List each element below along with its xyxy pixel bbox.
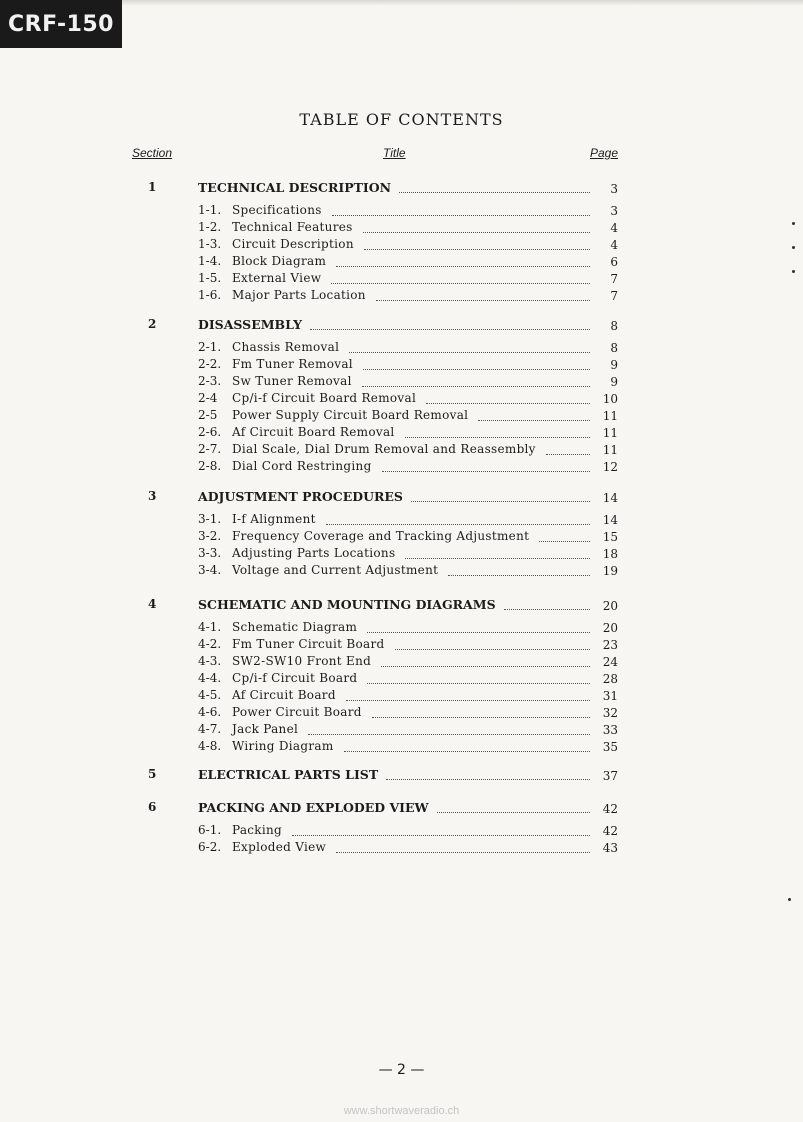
subsection-title[interactable]: SW2-SW10 Front End	[232, 654, 372, 668]
subsection-page: 42	[602, 824, 618, 838]
subsection-title[interactable]: Sw Tuner Removal	[232, 374, 352, 388]
subsection-title[interactable]: Jack Panel	[232, 722, 299, 736]
subsection-page: 35	[602, 740, 618, 754]
subsection-number: 4-6.	[198, 705, 222, 719]
subsection-number: 1-4.	[198, 254, 222, 268]
section-page: 8	[610, 319, 618, 333]
dot-leader	[336, 852, 590, 853]
watermark: www.shortwaveradio.ch	[343, 1105, 460, 1117]
subsection-number: 1-5.	[198, 271, 222, 285]
subsection-page: 4	[610, 221, 618, 235]
subsection-number: 2-6.	[198, 425, 222, 439]
dot-leader	[448, 575, 590, 576]
scan-speck	[792, 270, 795, 273]
dot-leader	[504, 609, 590, 610]
subsection-page: 11	[602, 426, 618, 440]
dot-leader	[405, 437, 590, 438]
subsection-page: 7	[610, 272, 618, 286]
dot-leader	[292, 835, 590, 836]
section-page: 42	[602, 802, 618, 816]
subsection-number: 1-1.	[198, 203, 222, 217]
subsection-number: 1-3.	[198, 237, 222, 251]
subsection-title[interactable]: Block Diagram	[232, 254, 327, 268]
subsection-title[interactable]: Dial Scale, Dial Drum Removal and Reassembly	[232, 442, 536, 456]
subsection-page: 23	[602, 638, 618, 652]
subsection-title[interactable]: Major Parts Location	[232, 288, 366, 302]
subsection-number: 1-2.	[198, 220, 222, 234]
subsection-page: 18	[602, 547, 618, 561]
dot-leader	[411, 501, 590, 502]
scan-speck	[788, 898, 791, 901]
dot-leader	[364, 249, 590, 250]
subsection-number: 2-7.	[198, 442, 222, 456]
subsection-page: 8	[610, 341, 618, 355]
section-number: 5	[148, 767, 157, 781]
subsection-page: 4	[610, 238, 618, 252]
subsection-page: 19	[602, 564, 618, 578]
dot-leader	[363, 232, 590, 233]
dot-leader	[372, 717, 590, 718]
scan-speck	[792, 246, 795, 249]
subsection-page: 10	[602, 392, 618, 406]
dot-leader	[426, 403, 590, 404]
section-number: 1	[148, 180, 157, 194]
dot-leader	[308, 734, 590, 735]
subsection-page: 6	[610, 255, 618, 269]
subsection-page: 24	[602, 655, 618, 669]
subsection-title[interactable]: Dial Cord Restringing	[232, 459, 372, 473]
dot-leader	[399, 192, 590, 193]
subsection-page: 20	[602, 621, 618, 635]
subsection-number: 4-7.	[198, 722, 222, 736]
scan-edge	[122, 0, 803, 6]
section-number: 6	[148, 800, 157, 814]
subsection-page: 9	[610, 358, 618, 372]
section-title[interactable]: ELECTRICAL PARTS LIST	[198, 767, 379, 782]
dot-leader	[349, 352, 590, 353]
subsection-number: 4-2.	[198, 637, 222, 651]
dot-leader	[478, 420, 590, 421]
dot-leader	[310, 329, 590, 330]
subsection-page: 15	[602, 530, 618, 544]
subsection-title[interactable]: Power Supply Circuit Board Removal	[232, 408, 469, 422]
subsection-title[interactable]: Wiring Diagram	[232, 739, 334, 753]
subsection-page: 31	[602, 689, 618, 703]
subsection-number: 2-5	[198, 408, 218, 422]
dot-leader	[367, 683, 590, 684]
header-page: Page	[590, 146, 619, 160]
dot-leader	[362, 386, 590, 387]
dot-leader	[344, 751, 590, 752]
section-title[interactable]: DISASSEMBLY	[198, 317, 303, 332]
subsection-page: 28	[602, 672, 618, 686]
subsection-number: 2-4	[198, 391, 218, 405]
dot-leader	[346, 700, 590, 701]
section-page: 14	[602, 491, 618, 505]
subsection-title[interactable]: Fm Tuner Circuit Board	[232, 637, 385, 651]
dot-leader	[539, 541, 590, 542]
subsection-title[interactable]: Schematic Diagram	[232, 620, 358, 634]
section-number: 3	[148, 489, 157, 503]
dot-leader	[437, 812, 590, 813]
subsection-page: 43	[602, 841, 618, 855]
subsection-number: 1-6.	[198, 288, 222, 302]
header-section: Section	[132, 146, 173, 160]
subsection-number: 3-2.	[198, 529, 222, 543]
subsection-number: 6-1.	[198, 823, 222, 837]
dot-leader	[405, 558, 590, 559]
subsection-page: 11	[602, 443, 618, 457]
subsection-number: 4-4.	[198, 671, 222, 685]
page-title: TABLE OF CONTENTS	[299, 110, 504, 129]
subsection-title[interactable]: Specifications	[232, 203, 322, 217]
page-number: — 2 —	[378, 1062, 425, 1078]
subsection-title[interactable]: Cp/i-f Circuit Board	[232, 671, 358, 685]
subsection-number: 2-3.	[198, 374, 222, 388]
dot-leader	[395, 649, 590, 650]
subsection-number: 2-1.	[198, 340, 222, 354]
column-headers	[0, 146, 803, 166]
section-page: 37	[602, 769, 618, 783]
subsection-title[interactable]: Frequency Coverage and Tracking Adjustment	[232, 529, 530, 543]
subsection-title[interactable]: Adjusting Parts Locations	[232, 546, 396, 560]
section-number: 4	[148, 597, 157, 611]
subsection-page: 33	[602, 723, 618, 737]
section-title[interactable]: ADJUSTMENT PROCEDURES	[198, 489, 403, 504]
dot-leader	[386, 779, 590, 780]
dot-leader	[331, 283, 590, 284]
dot-leader	[381, 666, 590, 667]
dot-leader	[382, 471, 590, 472]
subsection-page: 32	[602, 706, 618, 720]
dot-leader	[336, 266, 590, 267]
subsection-title[interactable]: Af Circuit Board Removal	[232, 425, 395, 439]
section-page: 3	[610, 182, 618, 196]
subsection-number: 3-1.	[198, 512, 222, 526]
subsection-title[interactable]: Power Circuit Board	[232, 705, 362, 719]
subsection-title[interactable]: Voltage and Current Adjustment	[232, 563, 439, 577]
subsection-title[interactable]: Af Circuit Board	[232, 688, 336, 702]
dot-leader	[332, 215, 590, 216]
subsection-number: 4-3.	[198, 654, 222, 668]
subsection-number: 2-2.	[198, 357, 222, 371]
subsection-title[interactable]: Cp/i-f Circuit Board Removal	[232, 391, 417, 405]
subsection-page: 12	[602, 460, 618, 474]
section-number: 2	[148, 317, 157, 331]
section-title[interactable]: TECHNICAL DESCRIPTION	[198, 180, 392, 195]
subsection-title[interactable]: Chassis Removal	[232, 340, 340, 354]
subsection-title[interactable]: External View	[232, 271, 322, 285]
subsection-page: 14	[602, 513, 618, 527]
subsection-number: 3-3.	[198, 546, 222, 560]
subsection-page: 11	[602, 409, 618, 423]
subsection-number: 6-2.	[198, 840, 222, 854]
section-page: 20	[602, 599, 618, 613]
subsection-title[interactable]: Technical Features	[232, 220, 353, 234]
subsection-title[interactable]: Circuit Description	[232, 237, 354, 251]
dot-leader	[326, 524, 590, 525]
subsection-title[interactable]: I-f Alignment	[232, 512, 316, 526]
section-title[interactable]: SCHEMATIC AND MOUNTING DIAGRAMS	[198, 597, 496, 612]
subsection-number: 4-5.	[198, 688, 222, 702]
subsection-number: 4-1.	[198, 620, 222, 634]
subsection-page: 7	[610, 289, 618, 303]
section-title[interactable]: PACKING AND EXPLODED VIEW	[198, 800, 429, 815]
subsection-page: 3	[610, 204, 618, 218]
subsection-number: 3-4.	[198, 563, 222, 577]
model-badge: CRF-150	[0, 0, 122, 48]
subsection-title[interactable]: Fm Tuner Removal	[232, 357, 353, 371]
subsection-title[interactable]: Packing	[232, 823, 283, 837]
dot-leader	[367, 632, 590, 633]
header-title: Title	[383, 146, 406, 160]
dot-leader	[546, 454, 590, 455]
subsection-number: 2-8.	[198, 459, 222, 473]
subsection-title[interactable]: Exploded View	[232, 840, 327, 854]
dot-leader	[363, 369, 590, 370]
subsection-page: 9	[610, 375, 618, 389]
dot-leader	[376, 300, 590, 301]
subsection-number: 4-8.	[198, 739, 222, 753]
scan-speck	[792, 222, 795, 225]
